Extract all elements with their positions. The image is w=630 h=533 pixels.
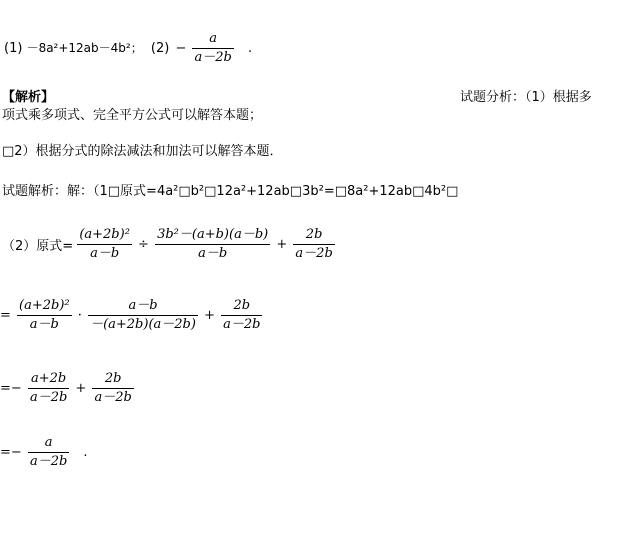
answer-part1-expression: －8a²+12ab－4b²； [26,41,143,55]
answer-part1-label: (1) [4,41,23,56]
step3-fraction-2: $\frac{2b}{a-2b}$ [94,371,132,405]
answer-end-mark: . [247,41,253,56]
step2-fraction-1: $\frac{\text{(a+2b)²}}{a-b}$ [19,298,70,332]
fraction-numerator: a [209,31,218,46]
analysis-continued: 项式乘多项式、完全平方公式可以解答本题； [2,108,263,123]
step4-end-mark: . [83,445,88,460]
step3-fraction-1: $\frac{a+2b}{a-2b}$ [29,371,68,405]
solution-part1: 试题解析：解：（1□原式=4a²□b²□12a²+12ab□3b²=□8a²+12ab□4b²□ [2,184,459,199]
step2-fraction-2: $\frac{a-b}{-(a+2b)(a-2b)}$ [90,298,196,332]
answer-line: (1) －8a²+12ab－4b²； (2) − $\frac{a}{a-2b}$ . [4,31,253,65]
solution-step-3: =− $\frac{a+2b}{a-2b}$ + $\frac{2b}{a-2b}$ [0,371,132,405]
step2-fraction-3: $\frac{2b}{a-2b}$ [223,298,261,332]
analysis-part2: □2）根据分式的除法减法和加法可以解答本题． [2,144,283,159]
solution-step-1: （2）原式= $\frac{\text{(a+2b)²}}{a-b}$ ÷ $\frac{\text{3b²－(a+b)(a－b)}}{a-b}$ + $\frac{2b}{a-2b}$ [2,227,333,261]
step1-fraction-3: $\frac{2b}{a-2b}$ [295,227,333,261]
solution-step-4: =− $\frac{a}{a-2b}$ . [0,435,88,469]
step1-fraction-1: $\frac{\text{(a+2b)²}}{a-b}$ [79,227,130,261]
jiexi-heading: 【解析】 [2,90,55,105]
solution-step-2: = $\frac{\text{(a+2b)²}}{a-b}$ · $\frac{a-b}{-(a+2b)(a-2b)}$ + $\frac{2b}{a-2b}$ [0,298,261,332]
fraction-denominator: a－2b [194,50,232,65]
answer-part2-fraction [192,30,233,67]
answer-part2-label: (2) [150,41,170,56]
analysis-lead: 试题分析：（1）根据多 [460,90,592,105]
part2-label: （2）原式= [2,239,74,254]
step4-fraction-1: $\frac{a}{a-2b}$ [29,435,68,469]
step1-fraction-2: $\frac{\text{3b²－(a+b)(a－b)}}{a-b}$ [157,227,269,261]
